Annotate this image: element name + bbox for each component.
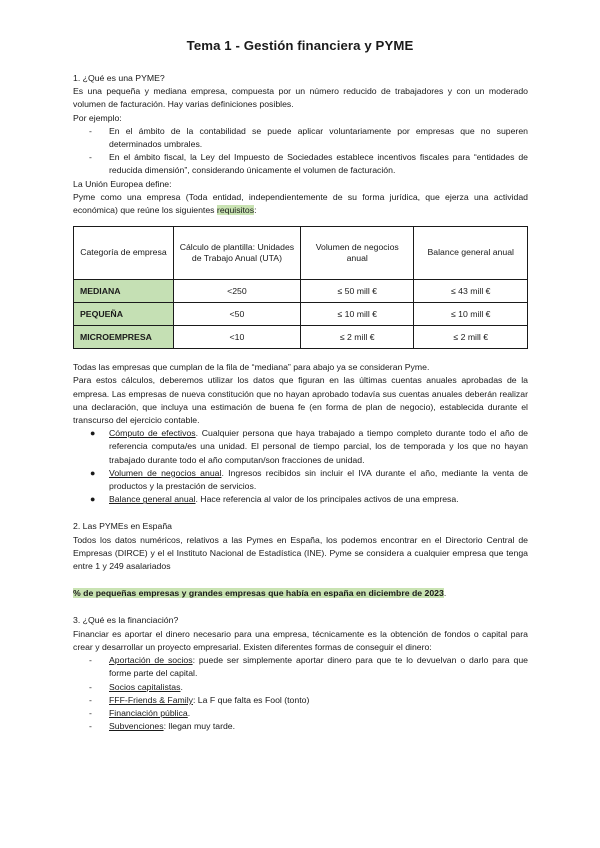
section-2-text: Todos los datos numéricos, relativos a las Pymes en España, los podemos encontrar en el Directorio Central de Empresas (DIRCE) y el el Instituto Nacional de Estadística (INE). Pyme se considera a cualquier empresa que tenga entre 1 y 249 asalariados: [73, 534, 528, 572]
section-1-heading: 1. ¿Qué es una PYME?: [73, 73, 165, 83]
document-body: [73, 72, 528, 733]
table-row: [74, 326, 528, 349]
table-cell: MICROEMPRESA: [74, 326, 174, 349]
section-1-intro: Es una pequeña y mediana empresa, compuesta por un número reducido de trabajadores y con un moderado volumen de facturación. Hay varias definiciones posibles.: [73, 86, 528, 110]
section-3-text: Financiar es aportar el dinero necesario para una empresa, técnicamente es la obtención de fondos o capital para crear y desarrollar un proyecto empresarial. Existen diferentes formas de conseguir el dinero:: [73, 628, 528, 652]
table-cell: PEQUEÑA: [74, 303, 174, 326]
list-item: - Financiación pública.: [89, 707, 191, 718]
financing-list: [73, 654, 528, 733]
section-2-heading: 2. Las PYMEs en España: [73, 521, 172, 532]
table-cell: <250: [173, 280, 300, 303]
table-cell: MEDIANA: [74, 280, 174, 303]
after-table-note: Todas las empresas que cumplan de la fila de “mediana” para abajo ya se consideran Pyme.: [73, 362, 430, 373]
table-header: Categoría de empresa: [74, 227, 174, 280]
requisitos-highlight: requisitos: [216, 205, 255, 216]
list-item: - Aportación de socios: puede ser simplemente aportar dinero para que te lo devuelvan o darlo para que forme parte del capital.: [89, 655, 528, 679]
eu-definition: Pyme como una empresa (Toda entidad, independientemente de su forma jurídica, que ejerza una actividad económica) que reúne los siguientes requisitos:: [73, 191, 528, 216]
highlighted-note: % de pequeñas empresas y grandes empresas que había en españa en diciembre de 2023.: [73, 588, 447, 599]
table-row: [74, 303, 528, 326]
list-item: - Socios capitalistas.: [89, 681, 183, 692]
table-cell: ≤ 10 mill €: [414, 303, 528, 326]
list-item: ● Balance general anual. Hace referencia al valor de los principales activos de una empresa.: [90, 494, 459, 505]
criteria-list: [73, 427, 528, 506]
example-list: [73, 125, 528, 178]
table-header: Volumen de negocios anual: [300, 227, 414, 280]
table-cell: ≤ 50 mill €: [300, 280, 414, 303]
section-3-heading: 3. ¿Qué es la financiación?: [73, 615, 179, 626]
list-item: ● Volumen de negocios anual. Ingresos recibidos sin incluir el IVA durante el año, mediante la venta de productos y la prestación de servicios.: [90, 467, 528, 492]
table-header-row: [74, 227, 528, 280]
table-cell: <10: [173, 326, 300, 349]
eu-label: La Unión Europea define:: [73, 178, 172, 189]
list-item: ● Cómputo de efectivos. Cualquier persona que haya trabajado a tiempo completo durante todo el año de referencia computa/es una unidad. El personal de tiempo parcial, los de temporada y los que no hayan trabajado durante todo el año computan/son fracciones de unidad.: [90, 428, 528, 465]
table-row: [74, 280, 528, 303]
document-title: Tema 1 - Gestión financiera y PYME: [186, 38, 414, 53]
list-item: - En el ámbito fiscal, la Ley del Impuesto de Sociedades establece incentivos fiscales para “entidades de reducida dimensión”, considerando únicamente el volumen de facturación.: [89, 152, 528, 176]
table-header: Cálculo de plantilla: Unidades de Trabajo Anual (UTA): [173, 227, 300, 280]
table-cell: ≤ 43 mill €: [414, 280, 528, 303]
table-cell: <50: [173, 303, 300, 326]
table-cell: ≤ 10 mill €: [300, 303, 414, 326]
list-item: - FFF-Friends & Family: La F que falta es Fool (tonto): [89, 694, 310, 705]
list-item: - En el ámbito de la contabilidad se puede aplicar voluntariamente por empresas que no superen determinados umbrales.: [89, 125, 528, 150]
table-header: Balance general anual: [414, 227, 528, 280]
table-cell: ≤ 2 mill €: [300, 326, 414, 349]
after-table-paragraph: Para estos cálculos, deberemos utilizar los datos que figuran en las últimas cuentas anuales aprobadas de la empresa. Las empresas de nueva constitución que no hayan aprobado todavía sus cuentas anuales deberán realizar una declaración, que incluya una estimación de buena fe (en forma de plan de negocio), establecida durante el transcurso del ejercicio contable.: [73, 375, 528, 426]
example-label: Por ejemplo:: [73, 112, 122, 123]
list-item: - Subvenciones: llegan muy tarde.: [89, 721, 236, 732]
pyme-requirements-table: [73, 226, 528, 349]
table-cell: ≤ 2 mill €: [414, 326, 528, 349]
